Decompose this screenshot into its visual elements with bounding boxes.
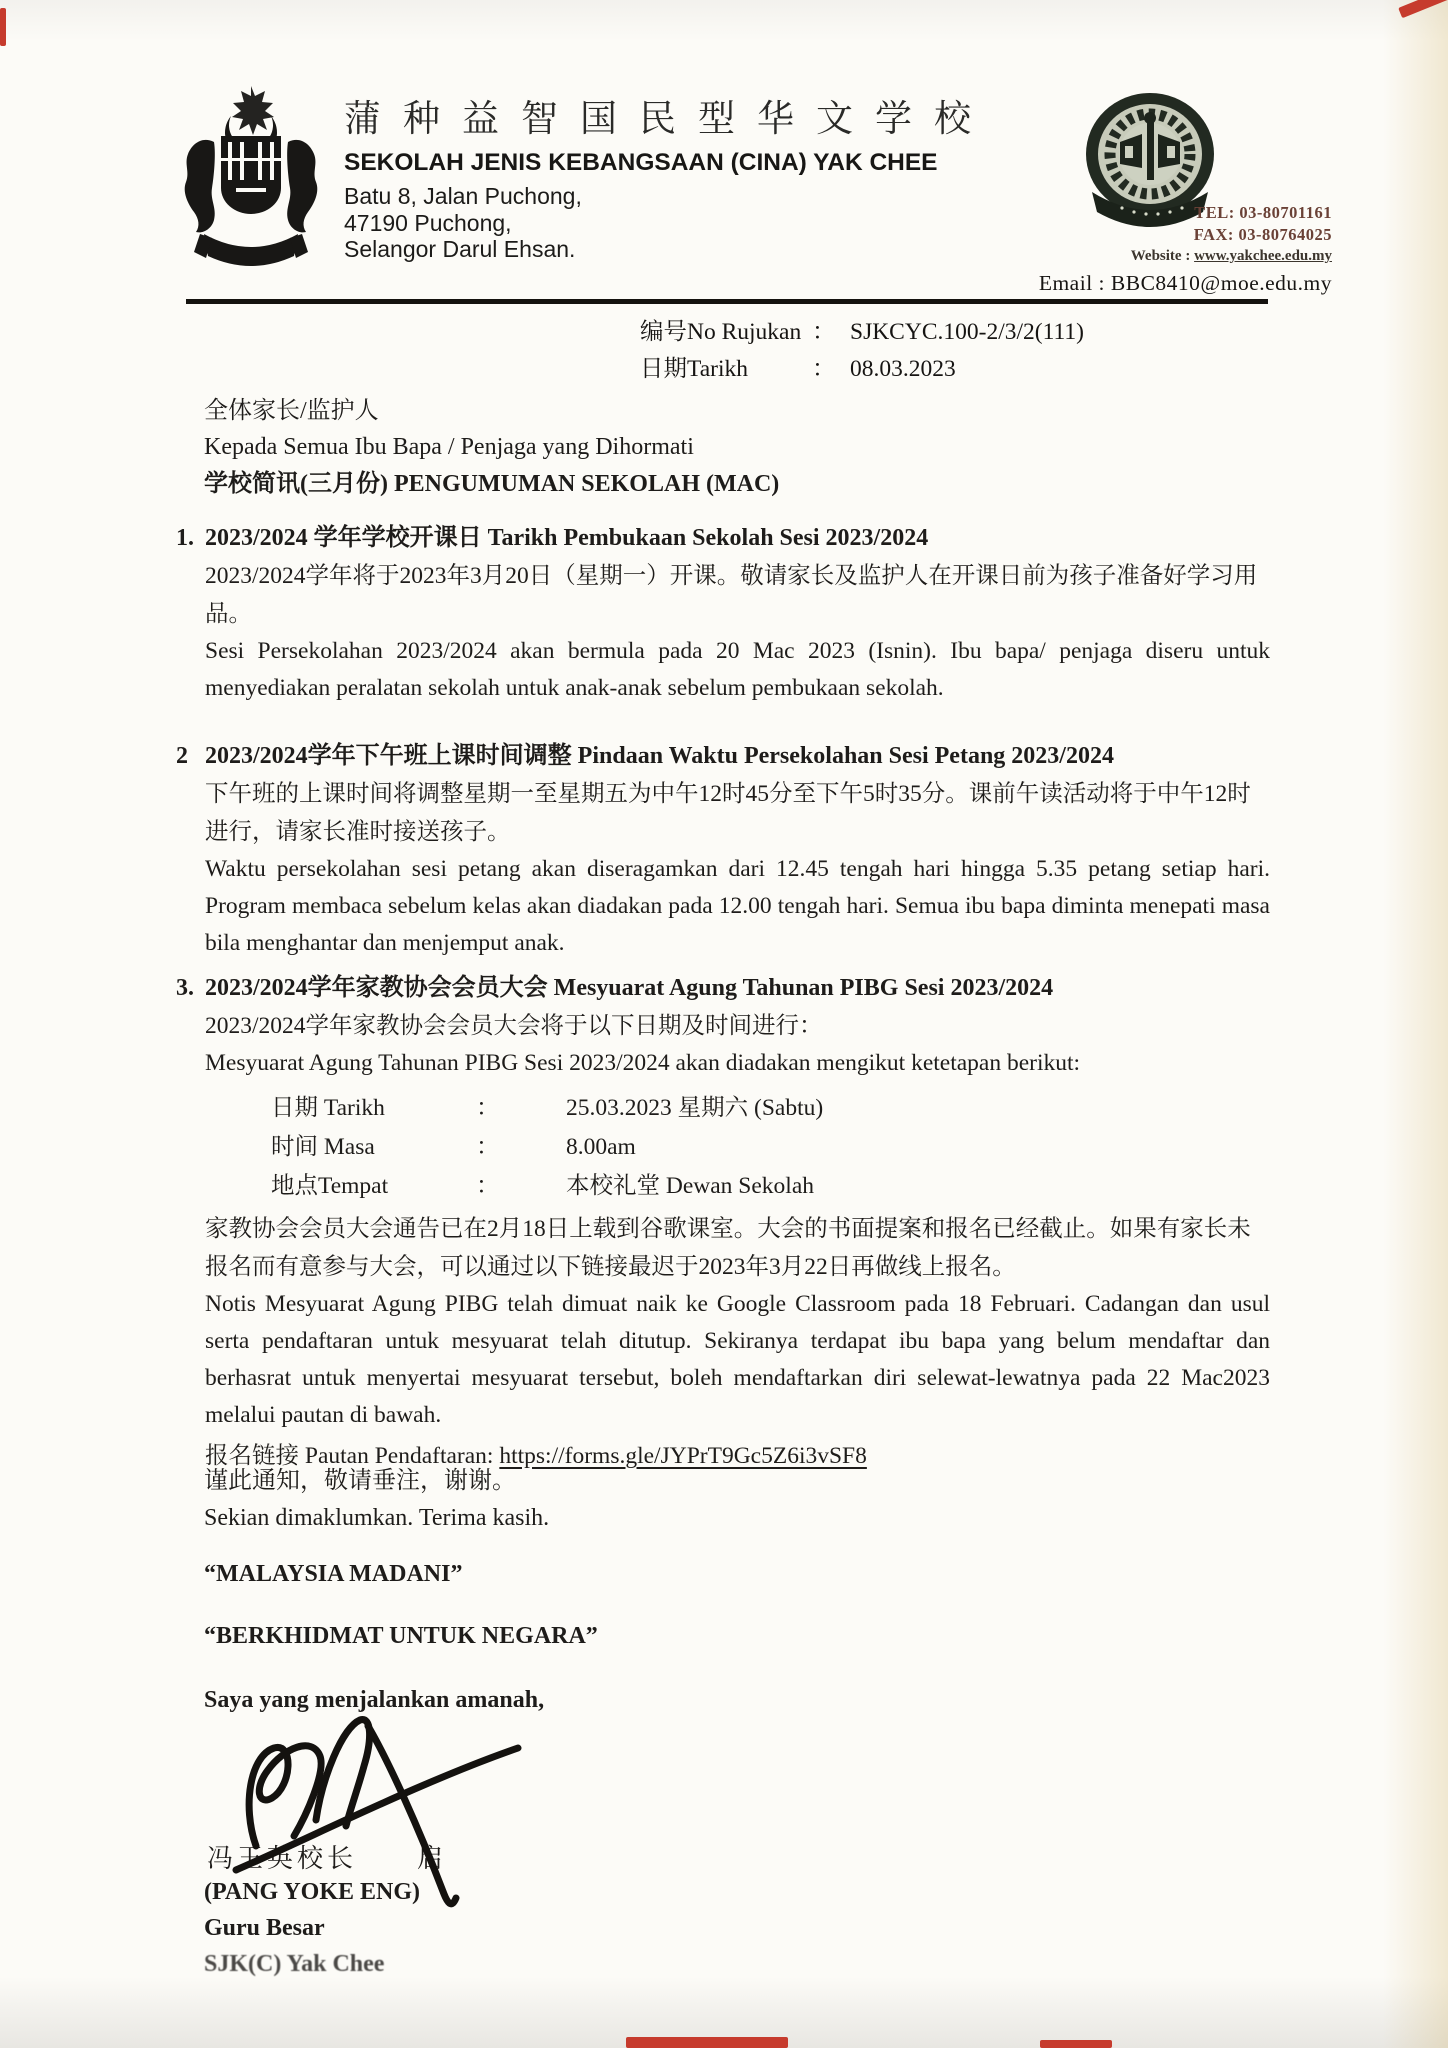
signature-image: [220, 1698, 560, 1938]
recipient-line-chinese: 全体家长/监护人: [204, 398, 379, 424]
header-divider: [186, 299, 1268, 304]
item-paragraph-chinese: 下午班的上课时间将调整星期一至星期五为中午12时45分至下午5时35分。课前午读活动将于中午12时进行，请家长准时接送孩子。: [205, 781, 1251, 845]
meeting-details: [271, 1089, 1270, 1206]
meeting-venue-value: 本校礼堂 Dewan Sekolah: [566, 1173, 815, 1199]
website-line: [900, 246, 1332, 267]
phone-number: TEL: 03-80701161: [1194, 203, 1332, 222]
signer-school: SJK(C) Yak Chee: [204, 1951, 385, 1977]
scan-edge-mark: [0, 8, 6, 46]
school-name-chinese: 蒲种益智国民型华文学校: [344, 99, 993, 140]
signer-title: Guru Besar: [204, 1915, 325, 1941]
reference-block: [640, 314, 1084, 388]
item-paragraph-chinese: 2023/2024学年将于2023年3月20日（星期一）开课。敬请家长及监护人在开课日前为孩子准备好学习用品。: [205, 563, 1258, 627]
item-number: 1.: [176, 525, 194, 551]
meeting-time-row: 时间 Masa ： 8.00am: [271, 1128, 1270, 1167]
school-name-malay: SEKOLAH JENIS KEBANGSAAN (CINA) YAK CHEE: [344, 149, 938, 176]
meeting-date-row: 日期 Tarikh ： 25.03.2023 星期六 (Sabtu): [271, 1089, 1270, 1128]
address-line: Selangor Darul Ehsan.: [344, 236, 576, 262]
scan-edge-mark: [1398, 0, 1448, 18]
meeting-venue-row: 地点Tempat ： 本校礼堂 Dewan Sekolah: [271, 1167, 1270, 1206]
closing-block: [204, 1463, 549, 1537]
signer-chinese-name: 冯玉英校长 启: [207, 1844, 448, 1873]
scan-edge-mark: [1040, 2040, 1112, 2048]
item-paragraph-malay: Mesyuarat Agung Tahunan PIBG Sesi 2023/2024 akan diadakan mengikut ketetapan berikut:: [205, 1050, 1081, 1076]
website-label: Website :: [1130, 248, 1191, 264]
recipient-line-malay: Kepada Semua Ibu Bapa / Penjaga yang Dihormati: [204, 434, 694, 460]
item-heading: 2023/2024学年下午班上课时间调整 Pindaan Waktu Persekolahan Sesi Petang 2023/2024: [205, 743, 1114, 769]
meeting-venue-label: 地点Tempat: [271, 1173, 389, 1199]
letterhead: [344, 88, 993, 263]
item-paragraph2-malay: Notis Mesyuarat Agung PIBG telah dimuat naik ke Google Classroom pada 18 Februari. Cadangan dan usul serta pendaftaran untuk mesyuarat telah ditutup. Sekiranya terdapat ibu bapa yang belum mendaftar dan berhasrat untuk menyertai mesyuarat tersebut, boleh mendaftarkan diri selewat-lewatnya pada 22 Mac2023 melalui pautan di bawah.: [205, 1291, 1270, 1428]
email-line: Email : BBC8410@moe.edu.my: [1038, 271, 1332, 295]
item-paragraph2-chinese: 家教协会会员大会通告已在2月18日上载到谷歌课室。大会的书面提案和报名已经截止。如果有家长未报名而有意参与大会，可以通过以下链接最迟于2023年3月22日再做线上报名。: [205, 1216, 1251, 1280]
address-line: Batu 8, Jalan Puchong,: [344, 183, 582, 209]
slogan-malaysia-madani: “MALAYSIA MADANI”: [204, 1561, 463, 1587]
item-heading: 2023/2024 学年学校开课日 Tarikh Pembukaan Sekolah Sesi 2023/2024: [205, 525, 929, 551]
signoff-intro: Saya yang menjalankan amanah,: [204, 1687, 545, 1713]
letter-subject: 学校简讯(三月份) PENGUMUMAN SEKOLAH (MAC): [204, 471, 780, 497]
meeting-date-label: 日期 Tarikh: [271, 1095, 385, 1121]
fax-number: FAX: 03-80764025: [1193, 225, 1332, 244]
scan-edge-mark: [626, 2037, 788, 2048]
address-line: 47190 Puchong,: [344, 209, 512, 236]
registration-link[interactable]: https://forms.gle/JYPrT9Gc5Z6i3vSF8: [499, 1443, 867, 1469]
item-paragraph-malay: Waktu persekolahan sesi petang akan diseragamkan dari 12.45 tengah hari hingga 5.35 petang setiap hari. Program membaca sebelum kelas akan diadakan pada 12.00 tengah hari. Semua ibu bapa diminta menepati masa bila menghantar dan menjemput anak.: [205, 856, 1270, 956]
item-number: 3.: [176, 975, 194, 1001]
date-colon: ：: [812, 356, 836, 382]
item-paragraph-chinese: 2023/2024学年家教协会会员大会将于以下日期及时间进行：: [205, 1013, 823, 1039]
meeting-time-value: 8.00am: [566, 1134, 636, 1160]
registration-link-label: 报名链接 Pautan Pendaftaran:: [205, 1443, 494, 1469]
announcement-item-3: [176, 970, 1270, 1476]
recipient-block: [204, 393, 779, 502]
contact-block: [900, 202, 1332, 296]
closing-line-malay: Sekian dimaklumkan. Terima kasih.: [204, 1505, 550, 1531]
closing-line-chinese: 谨此通知，敬请垂注，谢谢。: [204, 1468, 516, 1494]
reference-label: 编号No Rujukan: [640, 319, 802, 345]
announcement-item-1: [176, 520, 1270, 707]
letter-date: 08.03.2023: [850, 356, 956, 382]
signer-name: (PANG YOKE ENG): [204, 1879, 420, 1905]
slogan-berkhidmat: “BERKHIDMAT UNTUK NEGARA”: [204, 1623, 598, 1649]
reference-number: SJKCYC.100-2/3/2(111): [850, 319, 1084, 345]
date-label: 日期Tarikh: [640, 356, 748, 382]
website-link[interactable]: www.yakchee.edu.my: [1194, 248, 1332, 264]
announcement-item-2: [176, 738, 1270, 962]
item-paragraph-malay: Sesi Persekolahan 2023/2024 akan bermula pada 20 Mac 2023 (Isnin). Ibu bapa/ penjaga diseru untuk menyediakan peralatan sekolah untuk anak-anak sebelum pembukaan sekolah.: [205, 638, 1270, 701]
reference-colon: ：: [812, 319, 836, 345]
meeting-date-value: 25.03.2023 星期六 (Sabtu): [566, 1095, 824, 1121]
coat-of-arms-icon: [176, 84, 326, 272]
item-heading: 2023/2024学年家教协会会员大会 Mesyuarat Agung Tahunan PIBG Sesi 2023/2024: [205, 975, 1054, 1001]
meeting-time-label: 时间 Masa: [271, 1134, 375, 1160]
item-number: 2: [176, 743, 188, 769]
